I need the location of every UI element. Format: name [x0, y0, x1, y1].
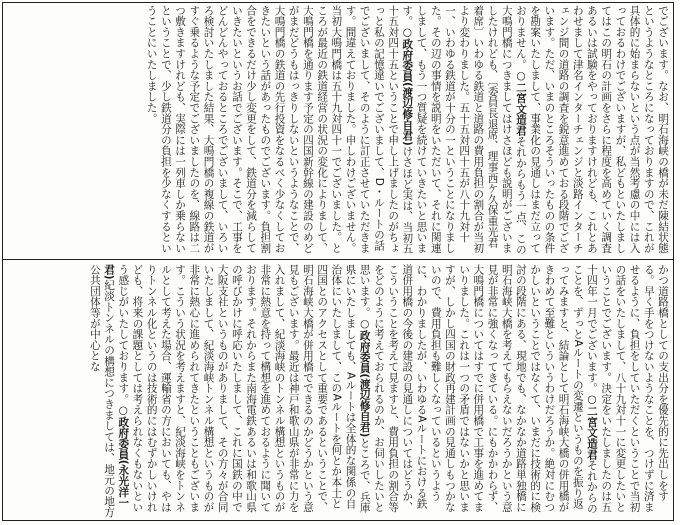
speech-paragraph: かつ道路橋としての支出分を優先的に先出しをする。早く手をつけないようなことを、つけずに済ませるように、負担をしていただくということで当初の話をいたしまして、八十九対十一に変更したいということでございます。決定をいたしましたのは五十四年一月でございます。 [585, 264, 669, 513]
lower-text-tier [6, 264, 670, 518]
speaker-label: ○二宮文造君 [514, 69, 527, 137]
speech-paragraph: ところで、兵庫県にいたしましても、Aルートは全体的な関係の自治体にいたしまして、このAルートを何とか本土と四国とのアクセスとして重要であるということで、明石海峡大橋が併用橋でできるのかどうかという意見もございます。最近は神戸和歌山県が非常に力を入れまして、紀淡海峡のトンネル構想というものが非常に熱意を持って構想を進めておるように聞いております。それからまた南海電鉄あるいは和歌山県の呼びかけに呼応いたしまして、これに国鉄の中で大阪支社というものがありまして、その方々が合同いたしまして、紀淡海峡トンネル構想というものが非常に熱心に進められてきたということもございます。こういう状況を考えますと、紀淡海峡をトンネルとして考えた場合、運輸省の方においても、やはりトンネル化というのは技術的にはむずかしいけれども、将来の課題としては考えられなくもないという感じがいたしております。 [117, 264, 371, 514]
speaker-label: ○政府委員(永光洋一君) [103, 264, 130, 509]
speaker-label: ○二宮文造君 [585, 393, 598, 460]
speech-paragraph: それからもう一点、この大鳴門橋につきましてはけさほども説明がございましたけれども、 [486, 5, 527, 255]
speech-paragraph: けさほど実は、当初五十五対四十五ということで申し上げましたのがちょっと私の記憶違いでございまして、D・ルートの話でございまして、そのように訂正させていただきます。間違えておりました。申しわけございません。当初大鳴門橋は五十九対四十一でございました。ところが最近の鉄道経営の状況の変化によりまして、大鳴門橋を通ります予定の四国新幹線の建設のめどがまだどうもはっきりしないというようなことで、大鳴門橋の鉄道の先行投資をなるべく少なくしておきたいという話があったものでございます。負担割合をできるだけ少し変更をして、鉄道分を減らしていきたいというお話でございます。そこで、工事をどんどんやっておるところでございまして、いろいろ検討いたしました結果、大鳴門橋の複線の鉄道がすぐ乗るような予定でございましたのを、線路は二つ敷きますけれども、実際には一列車しか乗らないということで、少し鉄道分の負担を少なくするということにいたしました。 [145, 5, 414, 255]
speech-paragraph: 紀淡トンネルの構想につきましては、地元の地方公共団体等が中心とな [88, 264, 116, 518]
speech-paragraph: でございます。なお、明石海峡の橋が未だ陳結状態というようなところになっておりますので、これが具体的に始まらないという点が当然考慮の中には入っておるわけでございますが、私どもといたしましてはこの明石の計画をさらに程度を高めていく調査あるいは試験をやっておりますけれども、これとあわせまして津名インターチェンジと淡路インターチェンジ間の道路の調査を鋭意進めておる段階でございます。ただ、いまのところそういったものの条件を勘案いたしまして、事業化の見通しはまだ立っておりません。 [514, 5, 669, 254]
lower-tier-text-flow [6, 264, 670, 518]
procedural-note: 〔委員長退席、理事西ケ久保重光君着席〕 [472, 5, 499, 249]
upper-text-tier [6, 5, 670, 255]
speech-paragraph: いわゆる鉄道と道路の費用負担の割合が当初より変わりました。五十五対四十五が八十九対十一、いわゆる鉄道が十分の一ということになりました。その辺の事情を説明をいただいて、それに関連しまして、もう一つ質疑を続けていきたいと思います。 [401, 5, 485, 254]
speech-paragraph: それからのことを、ずっとAルートの変遷というものを振り返ってみますと、結論として明石海峡大橋の併用橋がきわめて至難といういうわけだろうか。絶対にむつかしいということではなくて、いまだに技術的に検討の段階にある、現地でも、なかなか道路単独橋に明石海峡大橋を考えてもらえないだろうかという意見が非常に強くなってきている。にもかかわらず、大鳴門橋についてはすでに併用橋で工事を進めてまいりました。これは一つの矛盾ではないかと思いますが、しかし四国の財政再建計画の見通しもつかないので、費用負担も難しくなっているというように、わかりましたが、いわゆるAルートにおける鉄道併用橋の今後の建設の見通しについてはどうか、こういうことを考えて見ますと、費用負担の割合等をどのように考えておられるのか、お伺いしたいと思います。 [358, 264, 598, 514]
tier-divider-rule [2, 259, 674, 260]
speaker-label: ○政府委員(渡辺修自君) [401, 26, 414, 147]
speaker-label: ○政府委員(渡辺修自君) [358, 318, 371, 438]
upper-tier-text-flow [6, 5, 670, 255]
